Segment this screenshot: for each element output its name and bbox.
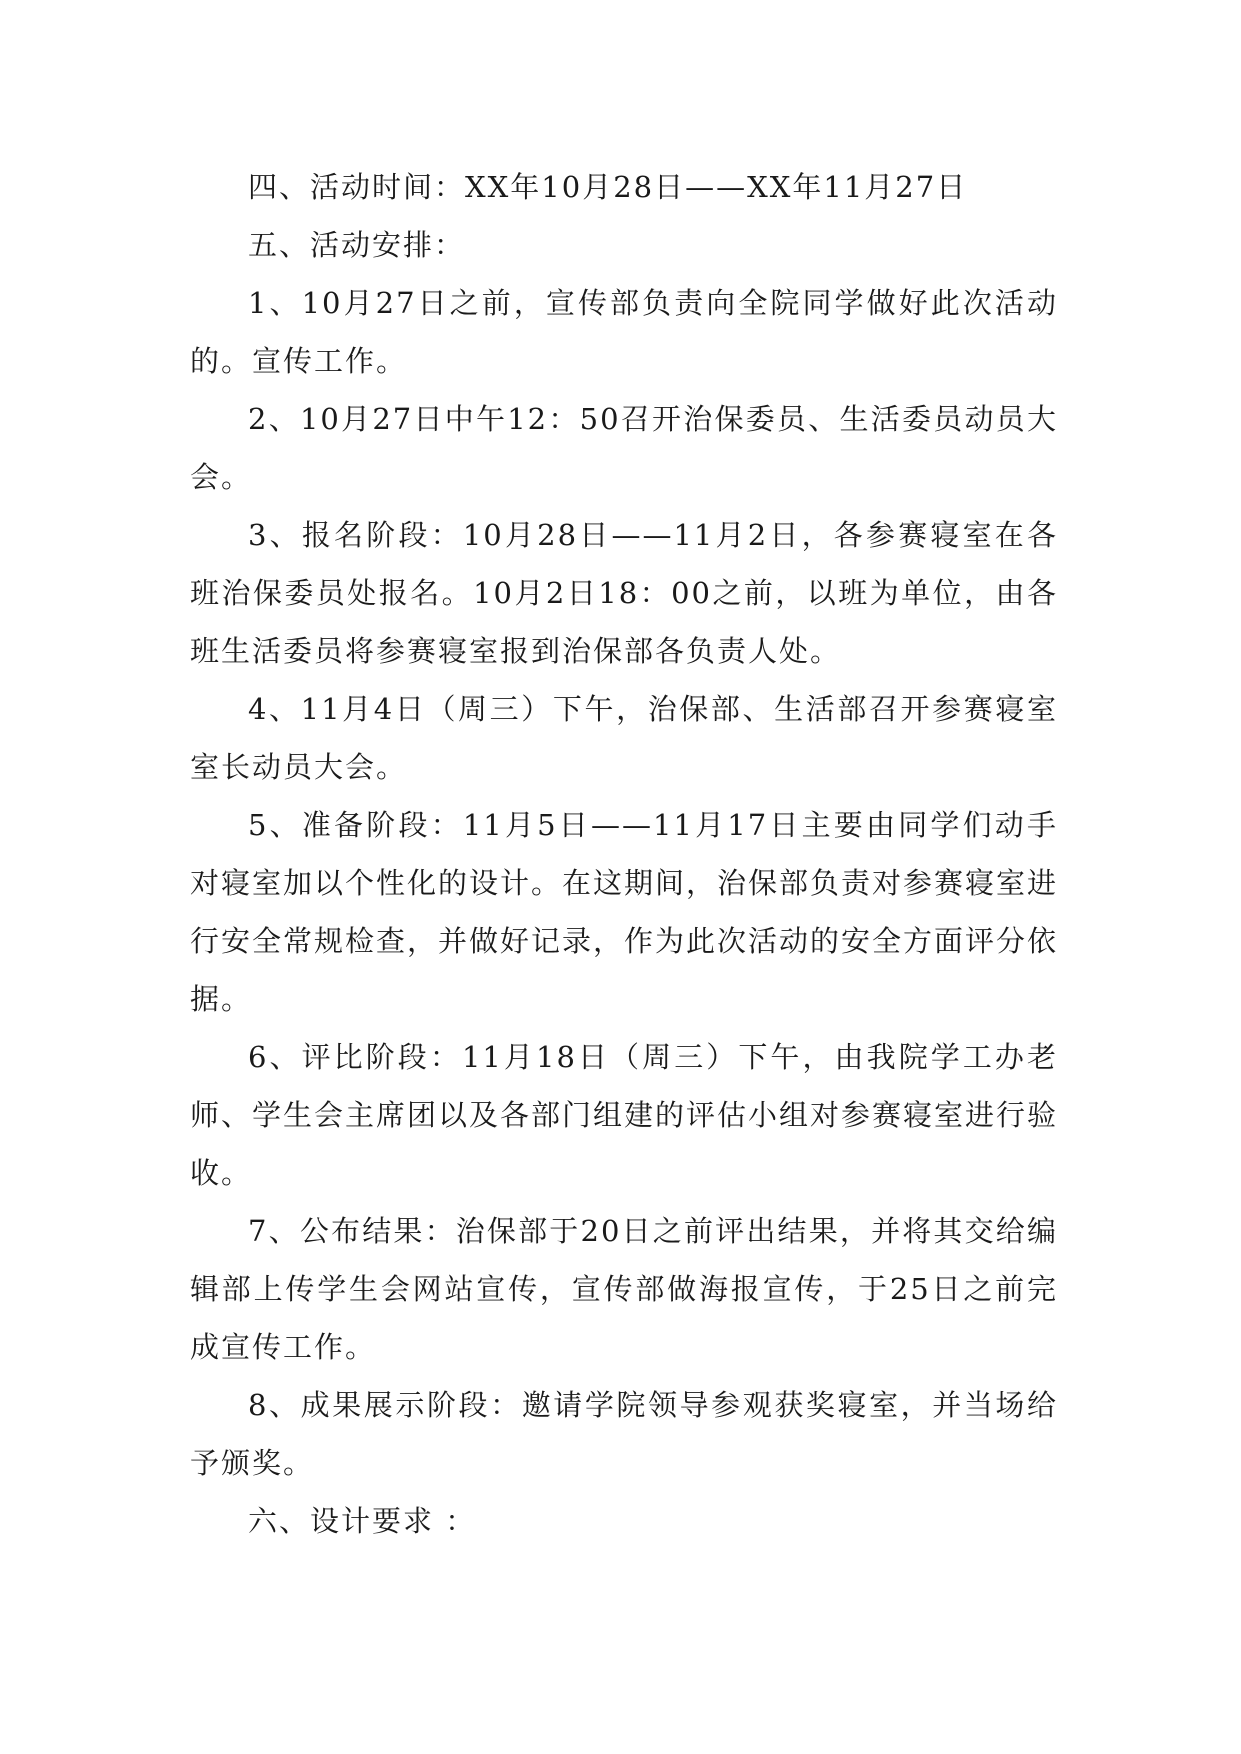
paragraph-activity-time: 四、活动时间：XX年10月28日——XX年11月27日 bbox=[248, 170, 968, 204]
paragraph-item-5: 5、准备阶段：11月5日——11月17日主要由同学们动手对寝室加以个性化的设计。在这期间，治保部负责对参赛寝室进行安全常规检查，并做好记录，作为此次活动的安全方面评分依据。 bbox=[190, 808, 1059, 1016]
paragraph-item-1: 1、10月27日之前，宣传部负责向全院同学做好此次活动的。宣传工作。 bbox=[190, 286, 1058, 378]
document-body bbox=[190, 158, 1058, 1550]
paragraph-item-2: 2、10月27日中午12：50召开治保委员、生活委员动员大会。 bbox=[190, 402, 1058, 494]
paragraph-item-6: 6、评比阶段：11月18日（周三）下午，由我院学工办老师、学生会主席团以及各部门组建的评估小组对参赛寝室进行验收。 bbox=[190, 1040, 1059, 1190]
paragraph-item-4: 4、11月4日（周三）下午，治保部、生活部召开参赛寝室室长动员大会。 bbox=[190, 692, 1058, 784]
paragraph-activity-arrangement-heading: 五、活动安排： bbox=[248, 228, 466, 262]
paragraph-item-3: 3、报名阶段：10月28日——11月2日，各参赛寝室在各班治保委员处报名。10月2日18：00之前，以班为单位，由各班生活委员将参赛寝室报到治保部各负责人处。 bbox=[190, 518, 1058, 668]
paragraph-design-requirements-heading: 六、设计要求 ： bbox=[248, 1504, 477, 1538]
paragraph-item-8: 8、成果展示阶段：邀请学院领导参观获奖寝室，并当场给予颁奖。 bbox=[190, 1388, 1058, 1480]
paragraph-item-7: 7、公布结果：治保部于20日之前评出结果，并将其交给编辑部上传学生会网站宣传，宣传部做海报宣传，于25日之前完成宣传工作。 bbox=[190, 1214, 1058, 1364]
